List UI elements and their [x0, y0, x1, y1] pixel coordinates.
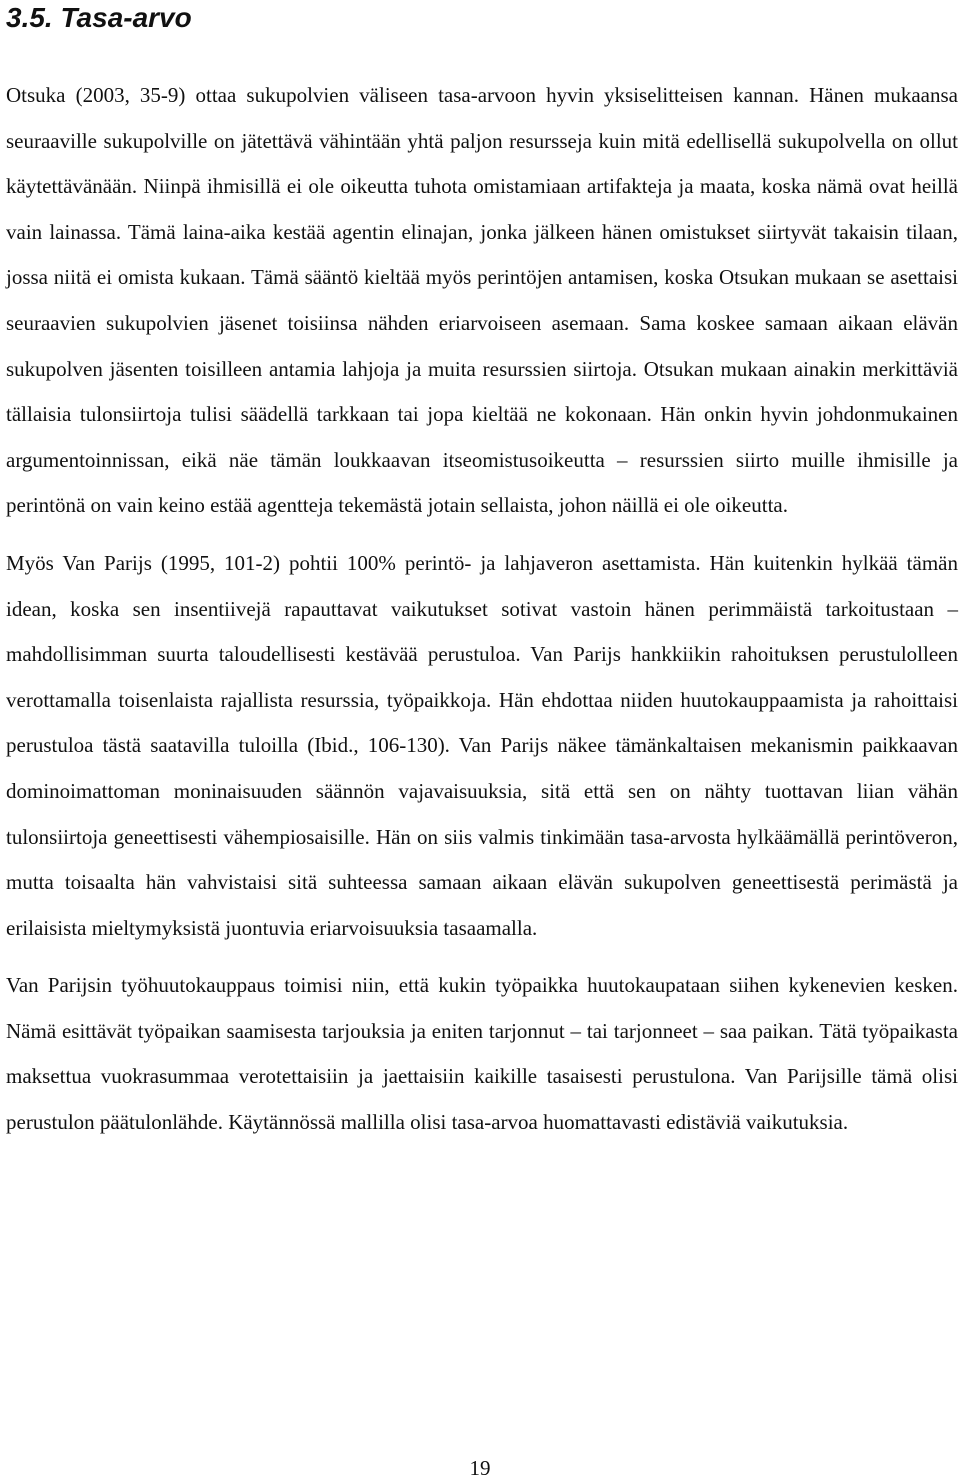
section-heading: 3.5. Tasa-arvo: [6, 2, 192, 33]
paragraph-job-auction: Van Parijsin työhuutokauppaus toimisi niin, että kukin työpaikka huutokaupataan siihen kykenevien kesken. Nämä esittävät työpaikan saamisesta tarjouksia ja eniten tarjonnut – tai tarjonneet – saa paikan. Tätä työpaikasta maksettua vuokrasummaa verotettaisiin ja jaettaisiin kaikille tasaisesti perustulona. Van Parijsille tämä olisi perustulon päätulonlähde. Käytännössä mallilla olisi tasa-arvoa huomattavasti edistäviä vaikutuksia.: [6, 973, 958, 1135]
paragraph-otsuka: Otsuka (2003, 35-9) ottaa sukupolvien väliseen tasa-arvoon hyvin yksiselitteisen kannan. Hänen mukaansa seuraaville sukupolville on jätettävä vähintään yhtä paljon resursseja kuin mitä edellisellä sukupolvella on ollut käytettävänään. Niinpä ihmisillä ei ole oikeutta tuhota omistamiaan artifakteja ja maata, koska nämä ovat heillä vain lainassa. Tämä laina-aika kestää agentin elinajan, jonka jälkeen hänen omistukset siirtyvät takaisin tilaan, jossa niitä ei omista kukaan. Tämä sääntö kieltää myös perintöjen antamisen, koska Otsukan mukaan se asettaisi seuraavien sukupolvien jäsenet toisiinsa nähden eriarvoiseen asemaan. Sama koskee samaan aikaan elävän sukupolven jäsenten toisilleen antamia lahjoja ja muita resurssien siirtoja. Otsukan mukaan ainakin merkittäviä tällaisia tulonsiirtoja tulisi säädellä tarkkaan tai jopa kieltää ne kokonaan. Hän onkin hyvin johdonmukainen argumentoinnissan, eikä näe tämän loukkaavan itseomistusoikeutta – resurssien siirto muille ihmisille ja perintönä on vain keino estää agentteja tekemästä jotain sellaista, johon näillä ei ole oikeutta.: [6, 83, 958, 518]
page-number: 19: [469, 1456, 491, 1480]
document-page: [6, 0, 958, 1146]
paragraph-van-parijs-inheritance: Myös Van Parijs (1995, 101-2) pohtii 100% perintö- ja lahjaveron asettamista. Hän kuitenkin hylkää tämän idean, koska sen insentiivejä rapauttavat vaikutukset sotivat vastoin hänen perimmäistä tarkoitustaan – mahdollisimman suurta taloudellisesti kestävää perustuloa. Van Parijs hankkiikin rahoituksen perustulolleen verottamalla toisenlaista rajallista resurssia, työpaikkoja. Hän ehdottaa niiden huutokauppaamista ja rahoittaisi perustuloa tästä saatavilla tuloilla (Ibid., 106-130). Van Parijs näkee tämänkaltaisen mekanismin paikkaavan dominoimattoman moninaisuuden säännön vajavaisuuksia, sitä että sen on nähty tuottavan liian vähän tulonsiirtoja geneettisesti vähempiosaisille. Hän on siis valmis tinkimään tasa-arvosta hylkäämällä perintöveron, mutta toisaalta hän vahvistaisi sitä suhteessa samaan aikaan elävän sukupolven geneettisestä perimästä ja erilaisista mieltymyksistä juontuvia eriarvoisuuksia tasaamalla.: [6, 550, 958, 940]
